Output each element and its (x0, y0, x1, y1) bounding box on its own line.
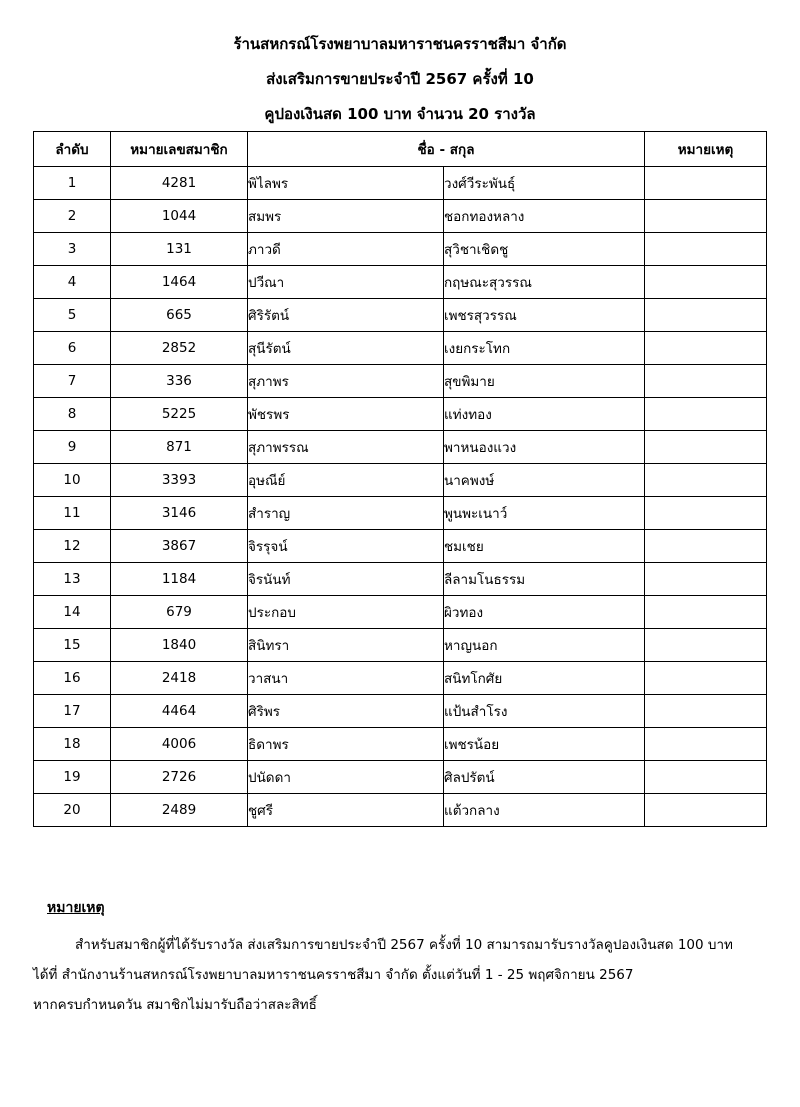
member-number-cell: 4464 (111, 695, 248, 728)
table-body (34, 167, 767, 827)
last-name-cell: สนิทโกศัย (444, 662, 645, 695)
note-title: หมายเหตุ (47, 900, 105, 916)
row-index-cell: 8 (34, 398, 111, 431)
member-number-cell: 4006 (111, 728, 248, 761)
last-name-cell: สุวิชาเชิดชู (444, 233, 645, 266)
prize-description: คูปองเงินสด 100 บาท จำนวน 20 รางวัล (264, 105, 536, 123)
table-row (34, 167, 767, 200)
first-name-cell: ภาวดี (248, 233, 444, 266)
remark-cell (645, 365, 767, 398)
remark-cell (645, 200, 767, 233)
remark-cell (645, 794, 767, 827)
document-title: ร้านสหกรณ์โรงพยาบาลมหาราชนครราชสีมา จำกัด (233, 35, 567, 53)
first-name-cell: พัชรพร (248, 398, 444, 431)
row-index-cell: 6 (34, 332, 111, 365)
remark-cell (645, 761, 767, 794)
note-line-1: สำหรับสมาชิกผู้ที่ได้รับรางวัล ส่งเสริมการขายประจำปี 2567 ครั้งที่ 10 สามารถมารับรางวัลคูปองเงินสด 100 บาท (75, 937, 733, 953)
member-number-cell: 2489 (111, 794, 248, 827)
table-row (34, 794, 767, 827)
row-index-cell: 5 (34, 299, 111, 332)
first-name-cell: สมพร (248, 200, 444, 233)
col-header-name: ชื่อ - สกุล (248, 132, 645, 167)
remark-cell (645, 497, 767, 530)
table-row (34, 497, 767, 530)
member-number-cell: 2726 (111, 761, 248, 794)
note-line-3: หากครบกำหนดวัน สมาชิกไม่มารับถือว่าสละสิทธิ์ (33, 997, 317, 1013)
member-number-cell: 3867 (111, 530, 248, 563)
last-name-cell: ชอกทองหลาง (444, 200, 645, 233)
first-name-cell: จิรนันท์ (248, 563, 444, 596)
first-name-cell: สุภาพรรณ (248, 431, 444, 464)
remark-cell (645, 464, 767, 497)
member-number-cell: 2418 (111, 662, 248, 695)
table-row (34, 563, 767, 596)
row-index-cell: 2 (34, 200, 111, 233)
first-name-cell: ประกอบ (248, 596, 444, 629)
remark-cell (645, 266, 767, 299)
remark-cell (645, 431, 767, 464)
remark-cell (645, 299, 767, 332)
last-name-cell: กฤษณะสุวรรณ (444, 266, 645, 299)
member-number-cell: 679 (111, 596, 248, 629)
member-number-cell: 871 (111, 431, 248, 464)
first-name-cell: ชูศรี (248, 794, 444, 827)
row-index-cell: 18 (34, 728, 111, 761)
first-name-cell: จิรรุจน์ (248, 530, 444, 563)
table-row (34, 596, 767, 629)
first-name-cell: ศิริรัตน์ (248, 299, 444, 332)
table-row (34, 728, 767, 761)
first-name-cell: วาสนา (248, 662, 444, 695)
remark-cell (645, 563, 767, 596)
last-name-cell: แป้นสำโรง (444, 695, 645, 728)
first-name-cell: ธิดาพร (248, 728, 444, 761)
remark-cell (645, 728, 767, 761)
table-row (34, 398, 767, 431)
table-row (34, 761, 767, 794)
remark-cell (645, 233, 767, 266)
table-row (34, 662, 767, 695)
row-index-cell: 17 (34, 695, 111, 728)
row-index-cell: 7 (34, 365, 111, 398)
last-name-cell: สุขพิมาย (444, 365, 645, 398)
member-number-cell: 336 (111, 365, 248, 398)
table-row (34, 332, 767, 365)
remark-cell (645, 167, 767, 200)
last-name-cell: ลีลามโนธรรม (444, 563, 645, 596)
table-row (34, 530, 767, 563)
winners-table (33, 131, 767, 827)
last-name-cell: ผิวทอง (444, 596, 645, 629)
last-name-cell: แท่งทอง (444, 398, 645, 431)
table-header-row (34, 132, 767, 167)
row-index-cell: 11 (34, 497, 111, 530)
last-name-cell: ศิลปรัตน์ (444, 761, 645, 794)
table-row (34, 431, 767, 464)
member-number-cell: 665 (111, 299, 248, 332)
first-name-cell: ปนัดดา (248, 761, 444, 794)
remark-cell (645, 695, 767, 728)
row-index-cell: 19 (34, 761, 111, 794)
last-name-cell: วงศ์วีระพันธุ์ (444, 167, 645, 200)
first-name-cell: สุภาพร (248, 365, 444, 398)
col-header-member-no: หมายเลขสมาชิก (111, 132, 248, 167)
row-index-cell: 16 (34, 662, 111, 695)
last-name-cell: พูนพะเนาว์ (444, 497, 645, 530)
first-name-cell: ศิริพร (248, 695, 444, 728)
member-number-cell: 1044 (111, 200, 248, 233)
member-number-cell: 1840 (111, 629, 248, 662)
member-number-cell: 4281 (111, 167, 248, 200)
last-name-cell: พาหนองแวง (444, 431, 645, 464)
row-index-cell: 15 (34, 629, 111, 662)
last-name-cell: ชมเชย (444, 530, 645, 563)
row-index-cell: 3 (34, 233, 111, 266)
first-name-cell: สุนีรัตน์ (248, 332, 444, 365)
first-name-cell: อุษณีย์ (248, 464, 444, 497)
last-name-cell: หาญนอก (444, 629, 645, 662)
row-index-cell: 12 (34, 530, 111, 563)
last-name-cell: เพชรสุวรรณ (444, 299, 645, 332)
table-row (34, 629, 767, 662)
row-index-cell: 13 (34, 563, 111, 596)
table-row (34, 200, 767, 233)
member-number-cell: 131 (111, 233, 248, 266)
table-row (34, 695, 767, 728)
first-name-cell: พิไลพร (248, 167, 444, 200)
row-index-cell: 14 (34, 596, 111, 629)
table-row (34, 266, 767, 299)
last-name-cell: นาคพงษ์ (444, 464, 645, 497)
col-header-index: ลำดับ (34, 132, 111, 167)
table-row (34, 233, 767, 266)
member-number-cell: 1464 (111, 266, 248, 299)
remark-cell (645, 596, 767, 629)
row-index-cell: 9 (34, 431, 111, 464)
member-number-cell: 1184 (111, 563, 248, 596)
col-header-remark: หมายเหตุ (645, 132, 767, 167)
member-number-cell: 5225 (111, 398, 248, 431)
table-row (34, 365, 767, 398)
member-number-cell: 3146 (111, 497, 248, 530)
first-name-cell: สินิทรา (248, 629, 444, 662)
note-line-2: ได้ที่ สำนักงานร้านสหกรณ์โรงพยาบาลมหาราชนครราชสีมา จำกัด ตั้งแต่วันที่ 1 - 25 พฤศจิกายน 2567 (33, 967, 634, 983)
first-name-cell: ปวีณา (248, 266, 444, 299)
remark-cell (645, 332, 767, 365)
row-index-cell: 10 (34, 464, 111, 497)
last-name-cell: เงยกระโทก (444, 332, 645, 365)
member-number-cell: 2852 (111, 332, 248, 365)
remark-cell (645, 530, 767, 563)
remark-cell (645, 398, 767, 431)
last-name-cell: เพชรน้อย (444, 728, 645, 761)
table-row (34, 464, 767, 497)
first-name-cell: สำราญ (248, 497, 444, 530)
row-index-cell: 4 (34, 266, 111, 299)
table-row (34, 299, 767, 332)
last-name-cell: แต้วกลาง (444, 794, 645, 827)
row-index-cell: 1 (34, 167, 111, 200)
member-number-cell: 3393 (111, 464, 248, 497)
remark-cell (645, 662, 767, 695)
remark-cell (645, 629, 767, 662)
row-index-cell: 20 (34, 794, 111, 827)
promotion-subtitle: ส่งเสริมการขายประจำปี 2567 ครั้งที่ 10 (266, 70, 534, 88)
